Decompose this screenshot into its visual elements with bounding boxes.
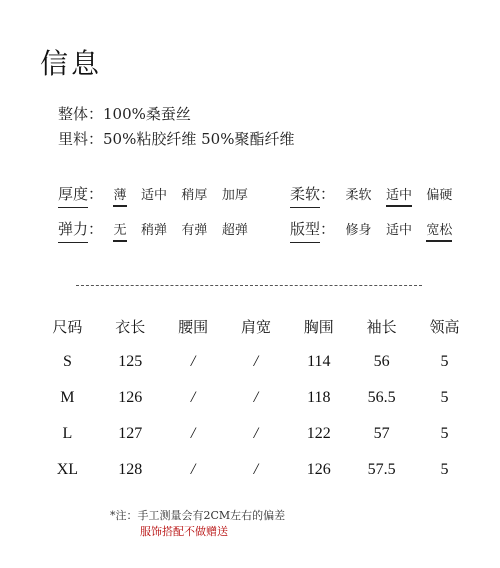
elasticity-option: 稍弹 — [140, 223, 167, 238]
table-cell: / — [253, 389, 259, 406]
table-cell: 56 — [373, 353, 390, 370]
table-cell: / — [253, 353, 259, 370]
header-collar: 领高 — [429, 317, 460, 336]
fit-label: 版型： — [290, 220, 335, 238]
elasticity-row — [58, 218, 248, 243]
thickness-label: 厚度： — [58, 185, 103, 203]
elasticity-option: 无 — [113, 219, 126, 238]
softness-row — [290, 183, 452, 208]
table-cell: 5 — [440, 389, 449, 406]
table-cell: 127 — [118, 425, 143, 442]
table-cell: 128 — [118, 461, 143, 478]
elasticity-label: 弹力： — [58, 220, 103, 238]
table-cell: 125 — [118, 353, 143, 370]
elasticity-option: 超弹 — [221, 223, 248, 238]
size-table — [36, 308, 476, 488]
softness-options — [339, 187, 452, 203]
body-material: 整体：100%桑蚕丝 — [58, 105, 191, 123]
softness-label: 柔软： — [290, 185, 335, 203]
header-sleeve: 袖长 — [366, 317, 397, 336]
table-cell: 57 — [373, 425, 390, 442]
table-cell: S — [62, 353, 72, 370]
softness-option: 偏硬 — [426, 188, 453, 203]
table-cell: / — [190, 389, 196, 406]
accessories-note: 服饰搭配不做赠送 — [140, 525, 228, 538]
table-cell: 126 — [118, 389, 143, 406]
table-cell: XL — [56, 461, 79, 478]
header-bust: 胸围 — [303, 317, 334, 336]
table-cell: 5 — [440, 425, 449, 442]
table-cell: 126 — [306, 461, 331, 478]
fit-options — [339, 222, 452, 238]
thickness-option: 薄 — [113, 184, 126, 203]
header-length: 衣长 — [115, 317, 146, 336]
table-cell: 118 — [307, 389, 331, 406]
dashed-divider — [76, 285, 422, 286]
table-row — [36, 416, 476, 452]
table-cell: / — [190, 425, 196, 442]
thickness-option: 适中 — [140, 188, 167, 203]
table-cell: / — [253, 425, 259, 442]
table-cell: 5 — [440, 461, 449, 478]
fit-option: 宽松 — [426, 219, 452, 238]
header-size: 尺码 — [52, 317, 83, 336]
table-row — [36, 380, 476, 416]
table-cell: 56.5 — [367, 389, 396, 406]
thickness-option: 加厚 — [221, 188, 248, 203]
header-waist: 腰围 — [178, 317, 209, 336]
softness-option: 柔软 — [345, 188, 372, 203]
thickness-row — [58, 183, 248, 208]
table-header-row — [36, 308, 476, 344]
table-cell: 5 — [440, 353, 449, 370]
fit-option: 适中 — [385, 223, 412, 238]
table-cell: / — [190, 353, 196, 370]
table-cell: 122 — [306, 425, 331, 442]
table-cell: 57.5 — [367, 461, 396, 478]
table-row — [36, 344, 476, 380]
table-cell: 114 — [307, 353, 331, 370]
lining-material: 里料：50%粘胶纤维 50%聚酯纤维 — [58, 130, 295, 148]
table-cell: / — [190, 461, 196, 478]
thickness-options — [107, 187, 247, 203]
table-row — [36, 452, 476, 488]
header-shoulder: 肩宽 — [240, 317, 271, 336]
elasticity-option: 有弹 — [181, 223, 208, 238]
measurement-note: *注：手工测量会有2CM左右的偏差 — [110, 509, 286, 522]
table-cell: L — [62, 425, 73, 442]
softness-option: 适中 — [386, 184, 412, 203]
fit-option: 修身 — [345, 223, 372, 238]
page-title: 信息 — [40, 47, 103, 80]
table-cell: / — [253, 461, 259, 478]
fit-row — [290, 218, 452, 243]
table-cell: M — [60, 389, 75, 406]
thickness-option: 稍厚 — [181, 188, 208, 203]
elasticity-options — [107, 222, 247, 238]
